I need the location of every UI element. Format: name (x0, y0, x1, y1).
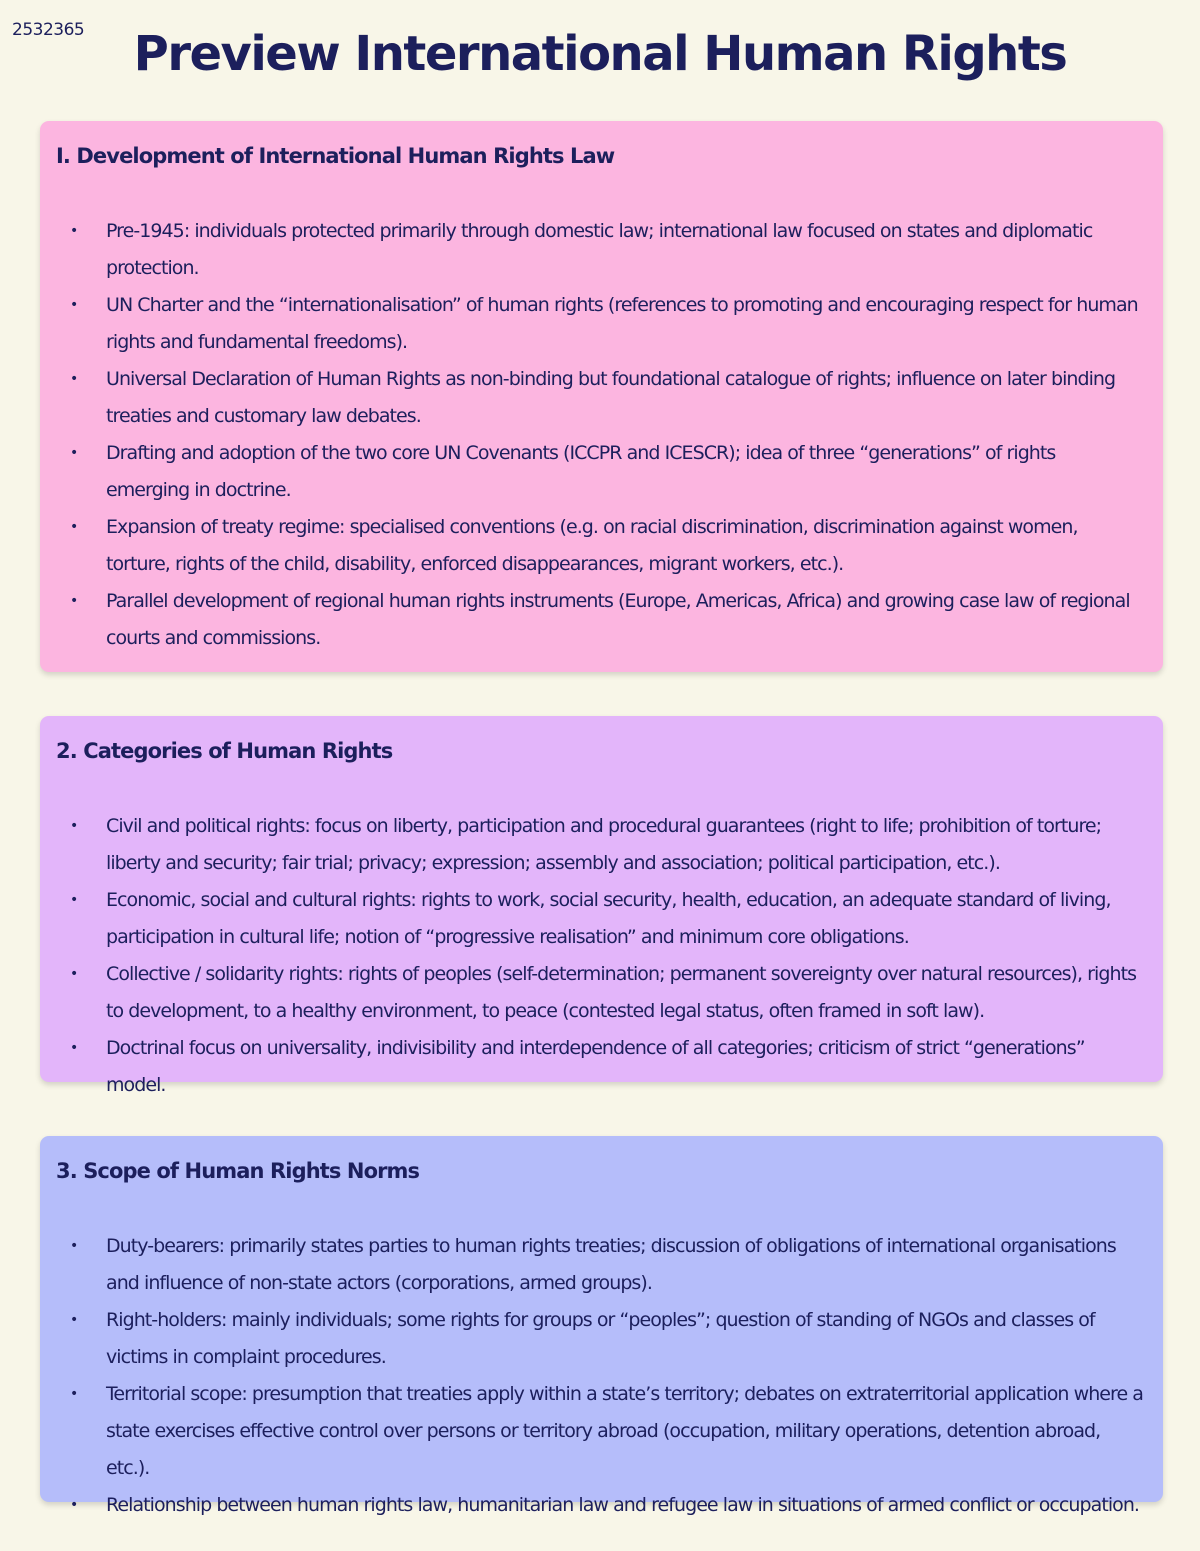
list-item: • Economic, social and cultural rights: rights to work, social security, health, education, an adequate standard of living, participation in cultural life; notion of “progressive realisation” and minimum core obligations. (106, 882, 1143, 956)
document-id: 2532365 (12, 20, 85, 40)
section-list (56, 1228, 1143, 1524)
section-list (56, 808, 1143, 1104)
list-item: • Civil and political rights: focus on liberty, participation and procedural guarantees (right to life; prohibition of torture; liberty and security; fair trial; privacy; expression; assembly and association; political participation, etc.). (106, 808, 1143, 882)
list-item: • Right-holders: mainly individuals; some rights for groups or “peoples”; question of standing of NGOs and classes of victims in complaint procedures. (106, 1302, 1143, 1376)
list-item: • Territorial scope: presumption that treaties apply within a state’s territory; debates on extraterritorial application where a state exercises effective control over persons or territory abroad (occupation, military operations, detention abroad, etc.). (106, 1376, 1143, 1487)
list-item: • Drafting and adoption of the two core UN Covenants (ICCPR and ICESCR); idea of three “generations” of rights emerging in doctrine. (106, 435, 1143, 509)
list-item: • Collective / solidarity rights: rights of peoples (self-determination; permanent sovereignty over natural resources), rights to development, to a healthy environment, to peace (contested legal status, often framed in soft law). (106, 956, 1143, 1030)
section-scope (40, 1136, 1163, 1516)
section-heading: 3. Scope of Human Rights Norms (56, 1159, 420, 1183)
list-item: • Duty-bearers: primarily states parties to human rights treaties; discussion of obligations of international organisations and influence of non-state actors (corporations, armed groups). (106, 1228, 1143, 1302)
list-item: • Expansion of treaty regime: specialised conventions (e.g. on racial discrimination, discrimination against women, torture, rights of the child, disability, enforced disappearances, migrant workers, etc.). (106, 509, 1143, 583)
section-list (56, 213, 1143, 657)
list-item: • Relationship between human rights law, humanitarian law and refugee law in situations of armed conflict or occupation. (106, 1487, 1143, 1524)
section-development (40, 121, 1163, 672)
list-item: • Universal Declaration of Human Rights as non-binding but foundational catalogue of rights; influence on later binding treaties and customary law debates. (106, 361, 1143, 435)
list-item: • UN Charter and the “internationalisation” of human rights (references to promoting and encouraging respect for human rights and fundamental freedoms). (106, 287, 1143, 361)
section-heading: I. Development of International Human Rights Law (56, 144, 615, 168)
page-title: Preview International Human Rights (133, 26, 1067, 82)
section-heading: 2. Categories of Human Rights (56, 739, 393, 763)
section-categories (40, 716, 1163, 1096)
list-item: • Pre-1945: individuals protected primarily through domestic law; international law focused on states and diplomatic protection. (106, 213, 1143, 287)
list-item: • Doctrinal focus on universality, indivisibility and interdependence of all categories; criticism of strict “generations” model. (106, 1030, 1143, 1104)
list-item: • Parallel development of regional human rights instruments (Europe, Americas, Africa) and growing case law of regional courts and commissions. (106, 583, 1143, 657)
